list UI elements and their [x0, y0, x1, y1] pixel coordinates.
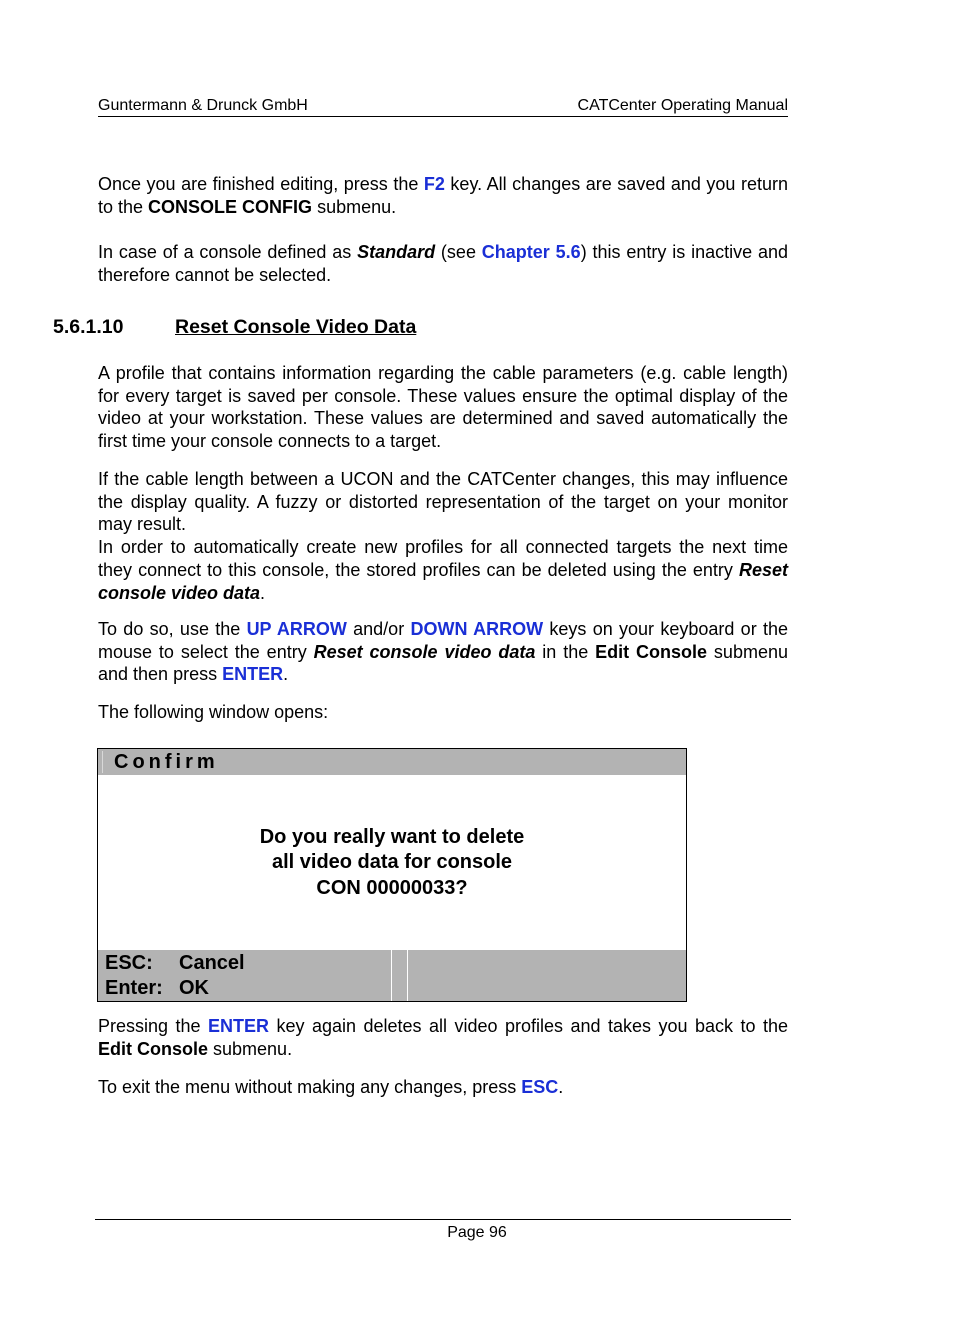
paragraph-finish-editing: Once you are finished editing, press the F2 key. All changes are saved and you return to the CONSOLE CONFIG submenu. — [98, 174, 788, 217]
dialog-titlebar — [98, 749, 686, 775]
menu-edit-console-2: Edit Console — [98, 1038, 209, 1059]
dialog-title: Confirm — [114, 751, 219, 773]
section-number: 5.6.1.10 — [53, 316, 124, 338]
term-standard: Standard — [357, 242, 436, 262]
ok-label: OK — [179, 977, 209, 999]
confirm-dialog — [97, 748, 687, 1002]
key-enter-2: ENTER — [208, 1016, 270, 1036]
entry-reset-console-video-data: Reset console video data — [98, 559, 788, 603]
esc-key-label: ESC: — [105, 952, 153, 974]
dialog-key-bar — [98, 950, 686, 1001]
cancel-label: Cancel — [179, 952, 245, 974]
section-title: Reset Console Video Data — [175, 316, 417, 338]
menu-console-config: CONSOLE CONFIG — [148, 196, 313, 217]
footer-divider — [95, 1219, 791, 1220]
dialog-message: Do you really want to delete all video data for console CON 00000033? — [259, 826, 525, 899]
paragraph-how-to-select: To do so, use the UP ARROW and/or DOWN ARROW keys on your keyboard or the mouse to select the entry Reset console video data in the Edit Console submenu and then press ENTER. — [98, 619, 789, 685]
page-number: Page 96 — [447, 1224, 507, 1241]
paragraph-profile-description: A profile that contains information regarding the cable parameters (e.g. cable length) for every target is saved per console. These values ensure the optimal display of the video at your workstation. These values are determined and saved automatically the first time your console connects to a target. — [98, 363, 788, 452]
paragraph-window-opens: The following window opens: — [98, 702, 329, 722]
key-down-arrow: DOWN ARROW — [410, 619, 544, 639]
menu-edit-console: Edit Console — [595, 641, 708, 662]
paragraph-cable-length: If the cable length between a UCON and the CATCenter changes, this may influence the display quality. A fuzzy or distorted representation of the target on your monitor may result. In order to automatically create new profiles for all connected targets the next time they connect to this console, the stored profiles can be deleted using the entry Reset console video data. — [98, 469, 788, 603]
key-f2: F2 — [423, 174, 445, 194]
paragraph-enter-again: Pressing the ENTER key again deletes all video profiles and takes you back to the Edit Console submenu. — [98, 1016, 788, 1059]
entry-reset-console-video-data-2: Reset console video data — [313, 641, 536, 662]
header-company: Guntermann & Drunck GmbH — [98, 97, 308, 114]
key-esc: ESC — [521, 1077, 559, 1097]
esc-cancel-option[interactable] — [105, 951, 245, 976]
enter-key-label: Enter: — [105, 977, 163, 999]
enter-ok-option[interactable] — [105, 976, 209, 1001]
header-manual-title: CATCenter Operating Manual — [577, 97, 788, 114]
page-header — [98, 96, 788, 117]
key-enter: ENTER — [222, 664, 284, 685]
paragraph-exit-menu: To exit the menu without making any changes, press ESC. — [98, 1077, 564, 1097]
paragraph-standard-console: In case of a console defined as Standard (see Chapter 5.6) this entry is inactive and therefore cannot be selected. — [98, 242, 788, 285]
chapter-link[interactable]: Chapter 5.6 — [481, 242, 581, 262]
key-up-arrow: UP ARROW — [246, 619, 347, 639]
